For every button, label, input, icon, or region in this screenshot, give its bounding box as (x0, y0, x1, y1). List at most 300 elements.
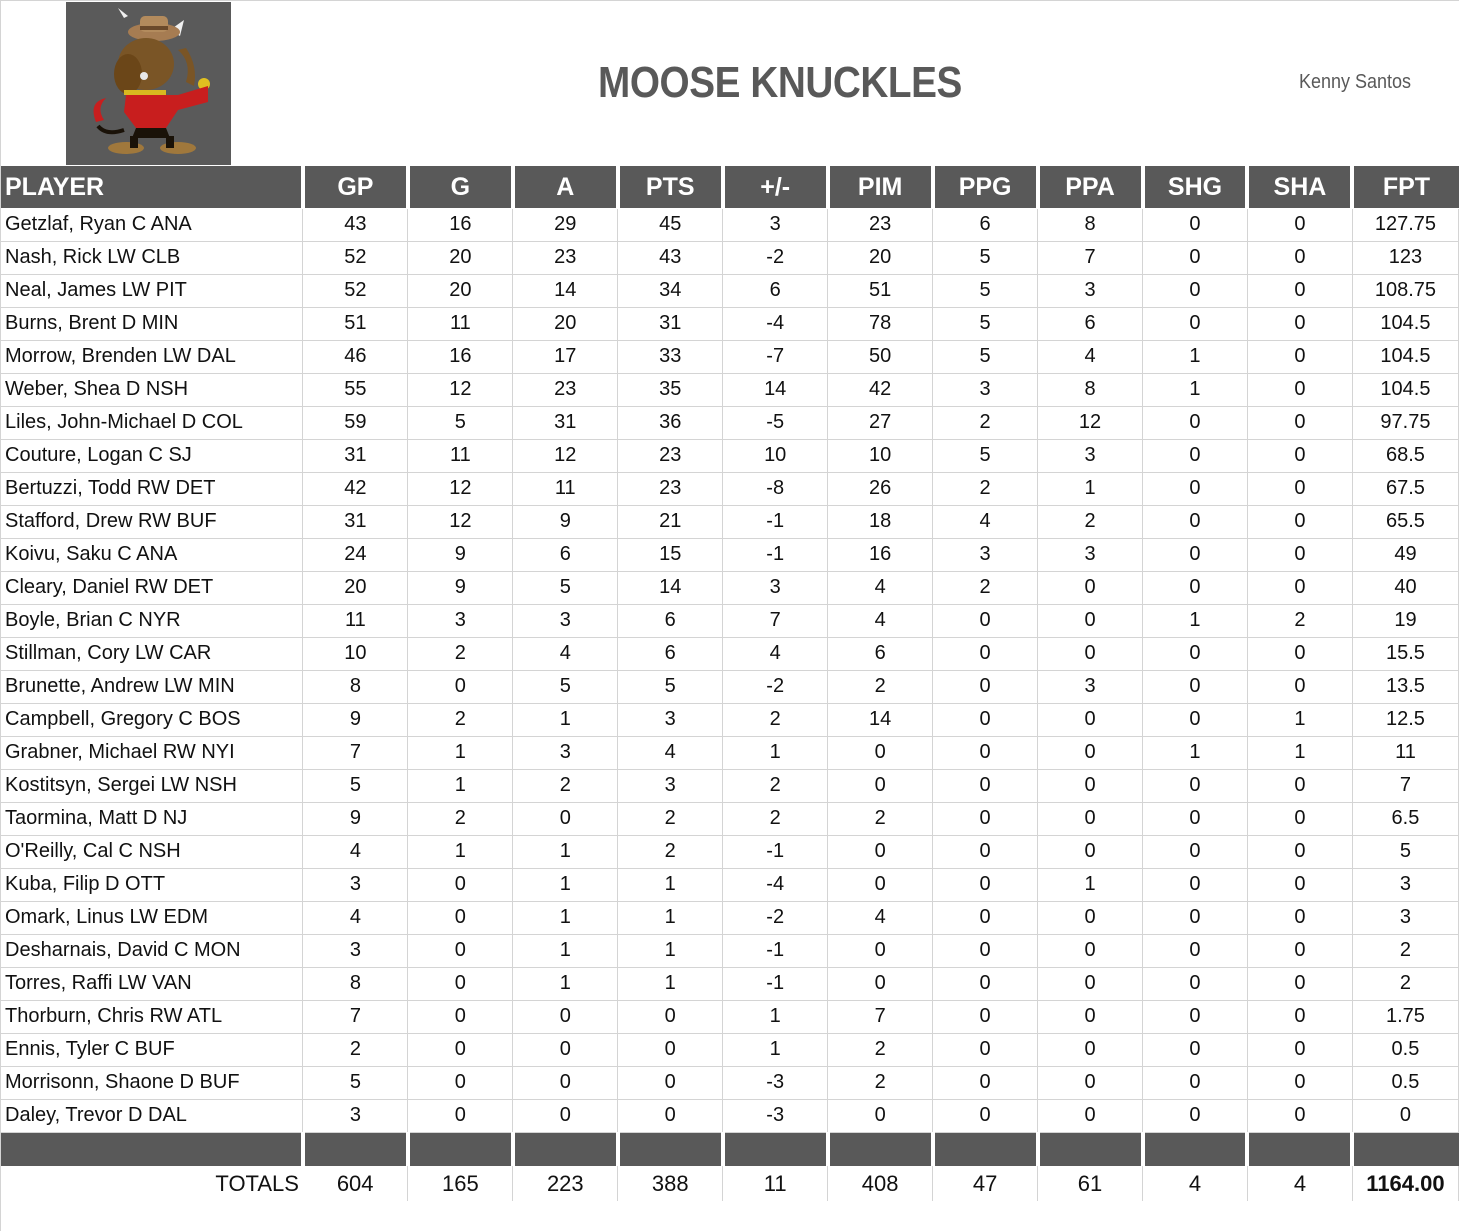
stat-cell-sha[interactable]: 0 (1247, 1000, 1352, 1033)
stat-cell-plus-minus[interactable]: -1 (723, 505, 828, 538)
stat-cell-shg[interactable]: 0 (1143, 835, 1248, 868)
stat-cell-g[interactable]: 11 (408, 307, 513, 340)
stat-cell-fpt[interactable]: 7 (1352, 769, 1458, 802)
player-name-cell[interactable]: Ennis, Tyler C BUF (1, 1033, 303, 1066)
player-name-cell[interactable]: Stafford, Drew RW BUF (1, 505, 303, 538)
stat-cell-ppg[interactable]: 0 (933, 1066, 1038, 1099)
stat-cell-ppg[interactable]: 4 (933, 505, 1038, 538)
stat-cell-gp[interactable]: 31 (303, 505, 408, 538)
stat-cell-ppa[interactable]: 0 (1038, 967, 1143, 1000)
stat-cell-fpt[interactable]: 13.5 (1352, 670, 1458, 703)
stat-cell-ppa[interactable]: 0 (1038, 1033, 1143, 1066)
stat-cell-fpt[interactable]: 0.5 (1352, 1033, 1458, 1066)
stat-cell-gp[interactable]: 42 (303, 472, 408, 505)
stat-cell-pts[interactable]: 3 (618, 703, 723, 736)
stat-cell-fpt[interactable]: 104.5 (1352, 340, 1458, 373)
stat-cell-a[interactable]: 2 (513, 769, 618, 802)
player-name-cell[interactable]: Morrow, Brenden LW DAL (1, 340, 303, 373)
stat-cell-sha[interactable]: 0 (1247, 967, 1352, 1000)
stat-cell-ppg[interactable]: 5 (933, 241, 1038, 274)
stat-cell-fpt[interactable]: 40 (1352, 571, 1458, 604)
stat-cell-sha[interactable]: 0 (1247, 208, 1352, 241)
stat-cell-pts[interactable]: 0 (618, 1033, 723, 1066)
stat-cell-a[interactable]: 1 (513, 901, 618, 934)
total-a[interactable]: 223 (513, 1166, 618, 1201)
stat-cell-gp[interactable]: 2 (303, 1033, 408, 1066)
stat-cell-g[interactable]: 2 (408, 703, 513, 736)
stat-cell-ppa[interactable]: 0 (1038, 637, 1143, 670)
column-header-g[interactable]: G (408, 166, 513, 208)
column-header-plus-minus[interactable]: +/- (723, 166, 828, 208)
stat-cell-gp[interactable]: 31 (303, 439, 408, 472)
stat-cell-plus-minus[interactable]: 6 (723, 274, 828, 307)
player-name-cell[interactable]: Desharnais, David C MON (1, 934, 303, 967)
total-shg[interactable]: 4 (1143, 1166, 1248, 1201)
stat-cell-fpt[interactable]: 104.5 (1352, 373, 1458, 406)
stat-cell-g[interactable]: 20 (408, 274, 513, 307)
stat-cell-plus-minus[interactable]: -8 (723, 472, 828, 505)
stat-cell-shg[interactable]: 0 (1143, 868, 1248, 901)
player-name-cell[interactable]: Brunette, Andrew LW MIN (1, 670, 303, 703)
stat-cell-a[interactable]: 6 (513, 538, 618, 571)
stat-cell-ppa[interactable]: 3 (1038, 670, 1143, 703)
stat-cell-shg[interactable]: 0 (1143, 571, 1248, 604)
stat-cell-sha[interactable]: 0 (1247, 439, 1352, 472)
stat-cell-ppa[interactable]: 3 (1038, 274, 1143, 307)
player-name-cell[interactable]: Campbell, Gregory C BOS (1, 703, 303, 736)
player-name-cell[interactable]: Liles, John-Michael D COL (1, 406, 303, 439)
stat-cell-ppa[interactable]: 8 (1038, 373, 1143, 406)
stat-cell-plus-minus[interactable]: 1 (723, 1033, 828, 1066)
stat-cell-gp[interactable]: 9 (303, 703, 408, 736)
stat-cell-plus-minus[interactable]: 3 (723, 208, 828, 241)
stat-cell-sha[interactable]: 1 (1247, 736, 1352, 769)
stat-cell-ppa[interactable]: 1 (1038, 472, 1143, 505)
stat-cell-a[interactable]: 20 (513, 307, 618, 340)
stat-cell-shg[interactable]: 1 (1143, 736, 1248, 769)
stat-cell-plus-minus[interactable]: -5 (723, 406, 828, 439)
stat-cell-gp[interactable]: 4 (303, 835, 408, 868)
stat-cell-plus-minus[interactable]: -7 (723, 340, 828, 373)
stat-cell-pim[interactable]: 0 (828, 835, 933, 868)
stat-cell-ppg[interactable]: 0 (933, 901, 1038, 934)
stat-cell-fpt[interactable]: 68.5 (1352, 439, 1458, 472)
stat-cell-sha[interactable]: 2 (1247, 604, 1352, 637)
stat-cell-fpt[interactable]: 104.5 (1352, 307, 1458, 340)
stat-cell-pim[interactable]: 0 (828, 967, 933, 1000)
stat-cell-pts[interactable]: 36 (618, 406, 723, 439)
stat-cell-pim[interactable]: 4 (828, 571, 933, 604)
stat-cell-gp[interactable]: 51 (303, 307, 408, 340)
stat-cell-a[interactable]: 5 (513, 670, 618, 703)
stat-cell-a[interactable]: 3 (513, 736, 618, 769)
stat-cell-pim[interactable]: 4 (828, 604, 933, 637)
stat-cell-ppa[interactable]: 3 (1038, 538, 1143, 571)
column-header-pts[interactable]: PTS (618, 166, 723, 208)
stat-cell-pim[interactable]: 2 (828, 1033, 933, 1066)
stat-cell-sha[interactable]: 0 (1247, 406, 1352, 439)
player-name-cell[interactable]: Taormina, Matt D NJ (1, 802, 303, 835)
stat-cell-shg[interactable]: 0 (1143, 934, 1248, 967)
stat-cell-pts[interactable]: 2 (618, 802, 723, 835)
stat-cell-g[interactable]: 0 (408, 967, 513, 1000)
stat-cell-ppa[interactable]: 1 (1038, 868, 1143, 901)
stat-cell-shg[interactable]: 0 (1143, 901, 1248, 934)
stat-cell-g[interactable]: 0 (408, 868, 513, 901)
column-header-pim[interactable]: PIM (828, 166, 933, 208)
player-name-cell[interactable]: Kostitsyn, Sergei LW NSH (1, 769, 303, 802)
stat-cell-a[interactable]: 23 (513, 373, 618, 406)
stat-cell-shg[interactable]: 1 (1143, 373, 1248, 406)
stat-cell-a[interactable]: 1 (513, 934, 618, 967)
stat-cell-g[interactable]: 0 (408, 1033, 513, 1066)
column-header-shg[interactable]: SHG (1143, 166, 1248, 208)
stat-cell-ppg[interactable]: 3 (933, 538, 1038, 571)
stat-cell-pts[interactable]: 2 (618, 835, 723, 868)
stat-cell-ppg[interactable]: 5 (933, 307, 1038, 340)
stat-cell-g[interactable]: 0 (408, 670, 513, 703)
stat-cell-g[interactable]: 0 (408, 1099, 513, 1132)
stat-cell-pts[interactable]: 15 (618, 538, 723, 571)
stat-cell-pts[interactable]: 31 (618, 307, 723, 340)
stat-cell-pts[interactable]: 1 (618, 967, 723, 1000)
stat-cell-ppa[interactable]: 8 (1038, 208, 1143, 241)
stat-cell-ppa[interactable]: 12 (1038, 406, 1143, 439)
total-pts[interactable]: 388 (618, 1166, 723, 1201)
stat-cell-a[interactable]: 11 (513, 472, 618, 505)
stat-cell-gp[interactable]: 24 (303, 538, 408, 571)
stat-cell-plus-minus[interactable]: 10 (723, 439, 828, 472)
stat-cell-ppg[interactable]: 0 (933, 1000, 1038, 1033)
stat-cell-pts[interactable]: 21 (618, 505, 723, 538)
stat-cell-shg[interactable]: 0 (1143, 241, 1248, 274)
stat-cell-a[interactable]: 0 (513, 1033, 618, 1066)
stat-cell-shg[interactable]: 0 (1143, 274, 1248, 307)
stat-cell-fpt[interactable]: 0 (1352, 1099, 1458, 1132)
column-header-gp[interactable]: GP (303, 166, 408, 208)
stat-cell-pim[interactable]: 20 (828, 241, 933, 274)
stat-cell-shg[interactable]: 0 (1143, 472, 1248, 505)
stat-cell-plus-minus[interactable]: -1 (723, 934, 828, 967)
stat-cell-pts[interactable]: 14 (618, 571, 723, 604)
stat-cell-pim[interactable]: 2 (828, 1066, 933, 1099)
stat-cell-ppg[interactable]: 0 (933, 1099, 1038, 1132)
stat-cell-pts[interactable]: 1 (618, 868, 723, 901)
player-name-cell[interactable]: Koivu, Saku C ANA (1, 538, 303, 571)
stat-cell-sha[interactable]: 0 (1247, 307, 1352, 340)
stat-cell-shg[interactable]: 1 (1143, 340, 1248, 373)
stat-cell-pim[interactable]: 0 (828, 934, 933, 967)
player-name-cell[interactable]: Torres, Raffi LW VAN (1, 967, 303, 1000)
stat-cell-pts[interactable]: 0 (618, 1066, 723, 1099)
stat-cell-shg[interactable]: 0 (1143, 637, 1248, 670)
stat-cell-ppg[interactable]: 0 (933, 736, 1038, 769)
player-name-cell[interactable]: Grabner, Michael RW NYI (1, 736, 303, 769)
column-header-player[interactable]: PLAYER (1, 166, 303, 208)
stat-cell-ppa[interactable]: 3 (1038, 439, 1143, 472)
stat-cell-pts[interactable]: 34 (618, 274, 723, 307)
stat-cell-pim[interactable]: 23 (828, 208, 933, 241)
player-name-cell[interactable]: Morrisonn, Shaone D BUF (1, 1066, 303, 1099)
stat-cell-fpt[interactable]: 11 (1352, 736, 1458, 769)
total-ppg[interactable]: 47 (933, 1166, 1038, 1201)
stat-cell-pts[interactable]: 3 (618, 769, 723, 802)
stat-cell-plus-minus[interactable]: 7 (723, 604, 828, 637)
stat-cell-a[interactable]: 3 (513, 604, 618, 637)
stat-cell-pts[interactable]: 23 (618, 439, 723, 472)
stat-cell-g[interactable]: 9 (408, 571, 513, 604)
player-name-cell[interactable]: Getzlaf, Ryan C ANA (1, 208, 303, 241)
stat-cell-ppa[interactable]: 0 (1038, 901, 1143, 934)
stat-cell-fpt[interactable]: 3 (1352, 901, 1458, 934)
stat-cell-ppg[interactable]: 2 (933, 406, 1038, 439)
total-pim[interactable]: 408 (828, 1166, 933, 1201)
stat-cell-sha[interactable]: 0 (1247, 934, 1352, 967)
stat-cell-pim[interactable]: 50 (828, 340, 933, 373)
stat-cell-plus-minus[interactable]: 2 (723, 703, 828, 736)
stat-cell-gp[interactable]: 7 (303, 1000, 408, 1033)
column-header-fpt[interactable]: FPT (1352, 166, 1458, 208)
stat-cell-shg[interactable]: 0 (1143, 1000, 1248, 1033)
stat-cell-g[interactable]: 2 (408, 637, 513, 670)
stat-cell-ppg[interactable]: 0 (933, 967, 1038, 1000)
stat-cell-a[interactable]: 9 (513, 505, 618, 538)
stat-cell-plus-minus[interactable]: 1 (723, 1000, 828, 1033)
stat-cell-a[interactable]: 29 (513, 208, 618, 241)
stat-cell-a[interactable]: 12 (513, 439, 618, 472)
player-name-cell[interactable]: Burns, Brent D MIN (1, 307, 303, 340)
stat-cell-ppg[interactable]: 0 (933, 835, 1038, 868)
stat-cell-ppg[interactable]: 0 (933, 934, 1038, 967)
stat-cell-g[interactable]: 3 (408, 604, 513, 637)
stat-cell-g[interactable]: 0 (408, 934, 513, 967)
stat-cell-sha[interactable]: 0 (1247, 835, 1352, 868)
stat-cell-a[interactable]: 0 (513, 802, 618, 835)
stat-cell-plus-minus[interactable]: 14 (723, 373, 828, 406)
stat-cell-plus-minus[interactable]: -4 (723, 307, 828, 340)
stat-cell-gp[interactable]: 10 (303, 637, 408, 670)
total-gp[interactable]: 604 (303, 1166, 408, 1201)
stat-cell-g[interactable]: 1 (408, 769, 513, 802)
stat-cell-sha[interactable]: 0 (1247, 1033, 1352, 1066)
stat-cell-gp[interactable]: 8 (303, 967, 408, 1000)
stat-cell-plus-minus[interactable]: -4 (723, 868, 828, 901)
stat-cell-pts[interactable]: 1 (618, 934, 723, 967)
stat-cell-shg[interactable]: 0 (1143, 703, 1248, 736)
stat-cell-pim[interactable]: 4 (828, 901, 933, 934)
stat-cell-pim[interactable]: 0 (828, 1099, 933, 1132)
total-plus-minus[interactable]: 11 (723, 1166, 828, 1201)
stat-cell-gp[interactable]: 3 (303, 868, 408, 901)
stat-cell-fpt[interactable]: 2 (1352, 934, 1458, 967)
stat-cell-gp[interactable]: 52 (303, 241, 408, 274)
player-name-cell[interactable]: Daley, Trevor D DAL (1, 1099, 303, 1132)
stat-cell-a[interactable]: 1 (513, 703, 618, 736)
stat-cell-plus-minus[interactable]: -2 (723, 241, 828, 274)
stat-cell-shg[interactable]: 1 (1143, 604, 1248, 637)
stat-cell-sha[interactable]: 0 (1247, 1099, 1352, 1132)
total-ppa[interactable]: 61 (1038, 1166, 1143, 1201)
stat-cell-shg[interactable]: 0 (1143, 1066, 1248, 1099)
column-header-sha[interactable]: SHA (1247, 166, 1352, 208)
stat-cell-ppg[interactable]: 0 (933, 802, 1038, 835)
stat-cell-gp[interactable]: 59 (303, 406, 408, 439)
stat-cell-ppg[interactable]: 5 (933, 340, 1038, 373)
stat-cell-pts[interactable]: 4 (618, 736, 723, 769)
stat-cell-gp[interactable]: 43 (303, 208, 408, 241)
stat-cell-g[interactable]: 1 (408, 835, 513, 868)
stat-cell-ppa[interactable]: 0 (1038, 571, 1143, 604)
stat-cell-a[interactable]: 14 (513, 274, 618, 307)
stat-cell-ppg[interactable]: 0 (933, 604, 1038, 637)
stat-cell-sha[interactable]: 0 (1247, 571, 1352, 604)
stat-cell-pim[interactable]: 27 (828, 406, 933, 439)
player-name-cell[interactable]: Kuba, Filip D OTT (1, 868, 303, 901)
stat-cell-pts[interactable]: 23 (618, 472, 723, 505)
stat-cell-sha[interactable]: 0 (1247, 670, 1352, 703)
stat-cell-pts[interactable]: 0 (618, 1000, 723, 1033)
stat-cell-sha[interactable]: 0 (1247, 241, 1352, 274)
stat-cell-gp[interactable]: 8 (303, 670, 408, 703)
stat-cell-pim[interactable]: 6 (828, 637, 933, 670)
stat-cell-g[interactable]: 20 (408, 241, 513, 274)
stat-cell-ppg[interactable]: 0 (933, 769, 1038, 802)
stat-cell-gp[interactable]: 4 (303, 901, 408, 934)
stat-cell-g[interactable]: 5 (408, 406, 513, 439)
player-name-cell[interactable]: Boyle, Brian C NYR (1, 604, 303, 637)
stat-cell-sha[interactable]: 0 (1247, 340, 1352, 373)
player-name-cell[interactable]: Couture, Logan C SJ (1, 439, 303, 472)
stat-cell-gp[interactable]: 20 (303, 571, 408, 604)
stat-cell-pts[interactable]: 6 (618, 637, 723, 670)
stat-cell-a[interactable]: 1 (513, 868, 618, 901)
stat-cell-pim[interactable]: 0 (828, 868, 933, 901)
stat-cell-sha[interactable]: 0 (1247, 769, 1352, 802)
stat-cell-pts[interactable]: 43 (618, 241, 723, 274)
stat-cell-a[interactable]: 31 (513, 406, 618, 439)
column-header-ppg[interactable]: PPG (933, 166, 1038, 208)
stat-cell-ppa[interactable]: 0 (1038, 769, 1143, 802)
stat-cell-sha[interactable]: 0 (1247, 637, 1352, 670)
stat-cell-pts[interactable]: 1 (618, 901, 723, 934)
stat-cell-gp[interactable]: 5 (303, 1066, 408, 1099)
stat-cell-shg[interactable]: 0 (1143, 967, 1248, 1000)
stat-cell-g[interactable]: 16 (408, 208, 513, 241)
player-name-cell[interactable]: Cleary, Daniel RW DET (1, 571, 303, 604)
stat-cell-gp[interactable]: 11 (303, 604, 408, 637)
stat-cell-a[interactable]: 0 (513, 1066, 618, 1099)
stat-cell-pim[interactable]: 16 (828, 538, 933, 571)
stat-cell-fpt[interactable]: 12.5 (1352, 703, 1458, 736)
stat-cell-g[interactable]: 0 (408, 1066, 513, 1099)
player-name-cell[interactable]: Nash, Rick LW CLB (1, 241, 303, 274)
stat-cell-fpt[interactable]: 49 (1352, 538, 1458, 571)
stat-cell-ppg[interactable]: 0 (933, 670, 1038, 703)
stat-cell-fpt[interactable]: 15.5 (1352, 637, 1458, 670)
stat-cell-fpt[interactable]: 108.75 (1352, 274, 1458, 307)
stat-cell-plus-minus[interactable]: -3 (723, 1066, 828, 1099)
stat-cell-shg[interactable]: 0 (1143, 1033, 1248, 1066)
stat-cell-plus-minus[interactable]: -3 (723, 1099, 828, 1132)
stat-cell-sha[interactable]: 0 (1247, 868, 1352, 901)
stat-cell-plus-minus[interactable]: -1 (723, 538, 828, 571)
stat-cell-gp[interactable]: 52 (303, 274, 408, 307)
total-fpt[interactable]: 1164.00 (1352, 1166, 1458, 1201)
stat-cell-ppa[interactable]: 0 (1038, 835, 1143, 868)
stat-cell-shg[interactable]: 0 (1143, 538, 1248, 571)
stat-cell-sha[interactable]: 0 (1247, 802, 1352, 835)
stat-cell-ppa[interactable]: 0 (1038, 1099, 1143, 1132)
stat-cell-sha[interactable]: 0 (1247, 274, 1352, 307)
stat-cell-fpt[interactable]: 5 (1352, 835, 1458, 868)
stat-cell-fpt[interactable]: 3 (1352, 868, 1458, 901)
stat-cell-shg[interactable]: 0 (1143, 208, 1248, 241)
stat-cell-g[interactable]: 11 (408, 439, 513, 472)
stat-cell-fpt[interactable]: 1.75 (1352, 1000, 1458, 1033)
stat-cell-gp[interactable]: 9 (303, 802, 408, 835)
stat-cell-shg[interactable]: 0 (1143, 439, 1248, 472)
stat-cell-ppg[interactable]: 0 (933, 703, 1038, 736)
stat-cell-sha[interactable]: 0 (1247, 1066, 1352, 1099)
stat-cell-ppg[interactable]: 6 (933, 208, 1038, 241)
column-header-ppa[interactable]: PPA (1038, 166, 1143, 208)
stat-cell-ppa[interactable]: 4 (1038, 340, 1143, 373)
stat-cell-pim[interactable]: 14 (828, 703, 933, 736)
stat-cell-fpt[interactable]: 2 (1352, 967, 1458, 1000)
stat-cell-ppg[interactable]: 0 (933, 1033, 1038, 1066)
stat-cell-pim[interactable]: 0 (828, 769, 933, 802)
stat-cell-g[interactable]: 12 (408, 373, 513, 406)
column-header-a[interactable]: A (513, 166, 618, 208)
stat-cell-sha[interactable]: 0 (1247, 901, 1352, 934)
stat-cell-pim[interactable]: 51 (828, 274, 933, 307)
stat-cell-shg[interactable]: 0 (1143, 670, 1248, 703)
stat-cell-pts[interactable]: 0 (618, 1099, 723, 1132)
stat-cell-ppa[interactable]: 0 (1038, 802, 1143, 835)
stat-cell-g[interactable]: 9 (408, 538, 513, 571)
stat-cell-pim[interactable]: 0 (828, 736, 933, 769)
stat-cell-fpt[interactable]: 19 (1352, 604, 1458, 637)
stat-cell-sha[interactable]: 1 (1247, 703, 1352, 736)
stat-cell-ppg[interactable]: 5 (933, 439, 1038, 472)
stat-cell-shg[interactable]: 0 (1143, 769, 1248, 802)
stat-cell-fpt[interactable]: 65.5 (1352, 505, 1458, 538)
stat-cell-pim[interactable]: 26 (828, 472, 933, 505)
stat-cell-a[interactable]: 1 (513, 967, 618, 1000)
stat-cell-fpt[interactable]: 97.75 (1352, 406, 1458, 439)
stat-cell-fpt[interactable]: 67.5 (1352, 472, 1458, 505)
stat-cell-plus-minus[interactable]: -2 (723, 670, 828, 703)
stat-cell-pts[interactable]: 5 (618, 670, 723, 703)
stat-cell-ppg[interactable]: 3 (933, 373, 1038, 406)
stat-cell-ppa[interactable]: 0 (1038, 1000, 1143, 1033)
stat-cell-gp[interactable]: 3 (303, 934, 408, 967)
stat-cell-sha[interactable]: 0 (1247, 472, 1352, 505)
player-name-cell[interactable]: Thorburn, Chris RW ATL (1, 1000, 303, 1033)
stat-cell-pim[interactable]: 42 (828, 373, 933, 406)
stat-cell-fpt[interactable]: 0.5 (1352, 1066, 1458, 1099)
stat-cell-pim[interactable]: 10 (828, 439, 933, 472)
stat-cell-g[interactable]: 12 (408, 472, 513, 505)
stat-cell-sha[interactable]: 0 (1247, 373, 1352, 406)
stat-cell-pim[interactable]: 2 (828, 670, 933, 703)
stat-cell-gp[interactable]: 7 (303, 736, 408, 769)
stat-cell-a[interactable]: 5 (513, 571, 618, 604)
total-g[interactable]: 165 (408, 1166, 513, 1201)
stat-cell-fpt[interactable]: 127.75 (1352, 208, 1458, 241)
player-name-cell[interactable]: Weber, Shea D NSH (1, 373, 303, 406)
stat-cell-plus-minus[interactable]: -2 (723, 901, 828, 934)
